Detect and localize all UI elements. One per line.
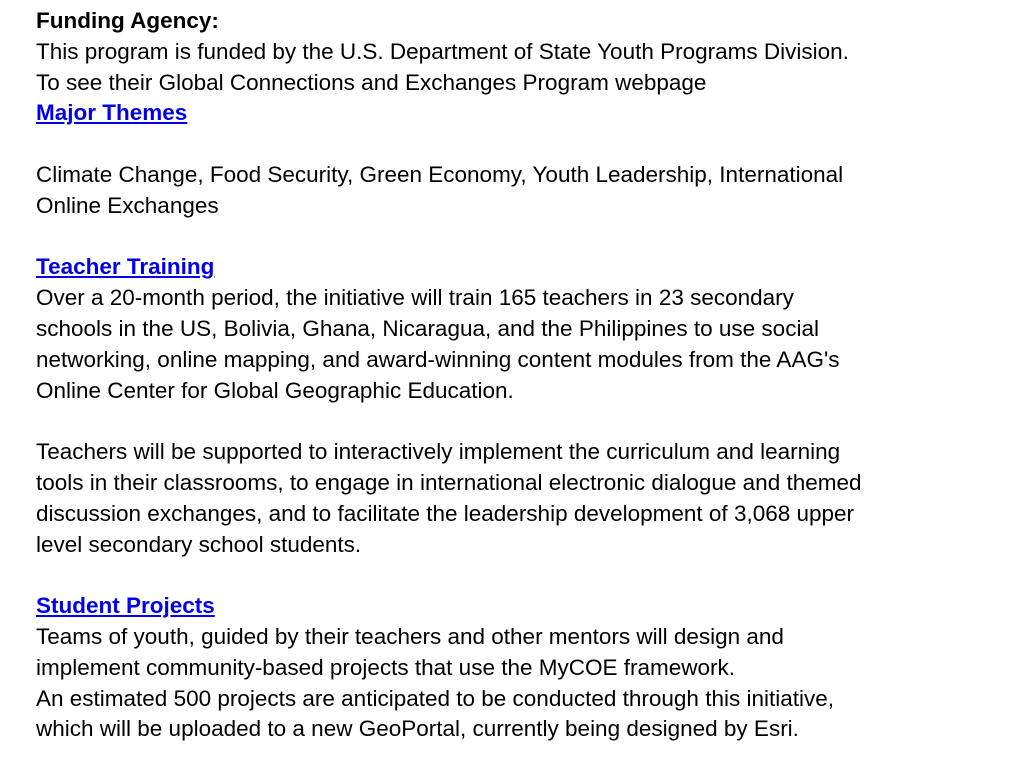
spacer xyxy=(36,129,1004,160)
teacher-text-line: schools in the US, Bolivia, Ghana, Nicaragua, and the Philippines to use social xyxy=(36,315,819,341)
themes-section xyxy=(36,98,1004,221)
student-projects-section xyxy=(36,591,1004,745)
student-projects-link[interactable]: Student Projects xyxy=(36,593,215,619)
student-text-line: Teams of youth, guided by their teachers and other mentors will design and xyxy=(36,623,784,649)
teacher-text-line: discussion exchanges, and to facilitate the leadership development of 3,068 upper xyxy=(36,500,855,526)
themes-text-line: Online Exchanges xyxy=(36,192,219,218)
spacer xyxy=(36,406,1004,437)
teacher-text-line: Online Center for Global Geographic Education. xyxy=(36,377,514,403)
themes-text-line: Climate Change, Food Security, Green Economy, Youth Leadership, International xyxy=(36,161,844,187)
funding-heading: Funding Agency: xyxy=(36,8,219,33)
funding-webpage-line: To see their Global Connections and Exchanges Program webpage xyxy=(36,69,707,95)
teacher-training-section xyxy=(36,252,1004,560)
major-themes-link[interactable]: Major Themes xyxy=(36,100,188,126)
teacher-text-line: networking, online mapping, and award-winning content modules from the AAG's xyxy=(36,346,840,372)
student-text-line: implement community-based projects that use the MyCOE framework. xyxy=(36,654,736,680)
student-text-line: An estimated 500 projects are anticipated to be conducted through this initiative, xyxy=(36,685,834,711)
student-text-line: which will be uploaded to a new GeoPortal, currently being designed by Esri. xyxy=(36,716,799,742)
teacher-text-line: Over a 20-month period, the initiative will train 165 teachers in 23 secondary xyxy=(36,285,794,311)
spacer xyxy=(36,560,1004,591)
funding-section xyxy=(36,6,1004,98)
teacher-text-line: tools in their classrooms, to engage in international electronic dialogue and themed xyxy=(36,469,862,495)
teacher-text-line: Teachers will be supported to interactively implement the curriculum and learning xyxy=(36,439,841,465)
teacher-text-line: level secondary school students. xyxy=(36,531,362,557)
teacher-training-link[interactable]: Teacher Training xyxy=(36,254,215,280)
spacer xyxy=(36,222,1004,253)
funding-text-line: This program is funded by the U.S. Department of State Youth Programs Division. xyxy=(36,38,849,64)
